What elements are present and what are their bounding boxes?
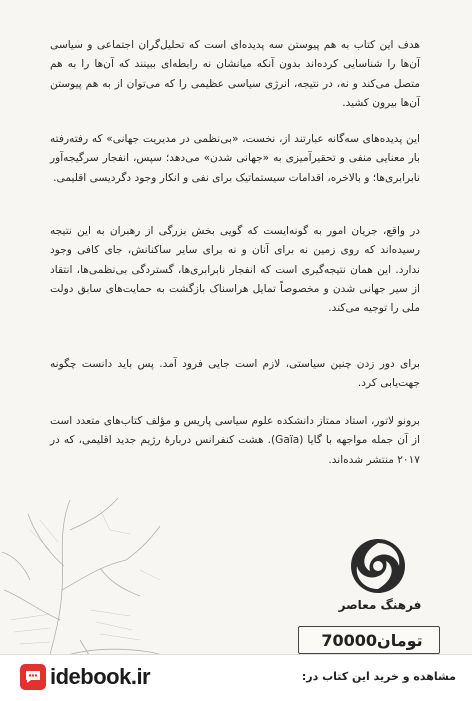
paragraph-landing	[50, 355, 420, 394]
paragraph-text: برونو لاتور، استاد ممتاز دانشکده علوم سیاسی پاریس و مؤلف کتاب‌های متعدد است از آن جمله مواجهه با گایا (Gaïa). هشت کنفرانس دربارهٔ رژیم جدید اقلیمی، که در ۲۰۱۷ منتشر شده‌اند.	[50, 415, 420, 466]
paragraph-author-bio	[50, 412, 420, 470]
chat-bubble-icon	[20, 664, 46, 690]
price-tag	[298, 626, 440, 654]
paragraph-three-phenomena	[50, 130, 420, 188]
site-name: idebook.ir	[50, 664, 151, 689]
publisher-name: فرهنگ معاصر	[338, 598, 422, 612]
paragraph-leaders-conclusion	[50, 222, 420, 318]
site-caption: مشاهده و خرید این کتاب در:	[301, 670, 456, 683]
price-value: 70000	[321, 630, 378, 650]
paragraph-text: در واقع، جریان امور به گونه‌ایست که گویی بخش بزرگی از رهبران به این نتیجه رسیده‌اند که روی زمین نه برای آنان و نه برای سایر ساکنانش، جای کافی وجود ندارد. این همان نتیجه‌گیری است که انفجار نابرابری‌ها، گستردگی بی‌نظمی‌ها، انتقاد از سیر جهانی شدن و مخصوصاً تمایل هراسناک بازگشت به حمایت‌های سابق دولت ملی را توجیه می‌کند.	[50, 225, 420, 315]
paragraph-text: هدف این کتاب به هم پیوستن سه پدیده‌ای است که تحلیل‌گران اجتماعی و سیاسی آن‌ها را شناسایی کرده‌اند بدون آنکه میانشان نه رابطه‌ای ببینند که آن‌ها را به هم متصل می‌کند و نه، در نتیجه، انرژی سیاسی عظیمی را که می‌توان از به هم پیوستن آن‌ها بیرون کشید.	[50, 39, 420, 109]
site-logo-link[interactable]	[20, 660, 150, 694]
paragraph-text: این پدیده‌های سه‌گانه عبارتند از، نخست، «بی‌نظمی در مدیریت جهانی» که رفته‌رفته بار معنایی منفی و تحقیرآمیزی به «جهانی شدن» می‌دهد؛ سپس، انفجار سرگیجه‌آور نابرابری‌ها؛ و بالاخره، اقدامات سیستماتیک برای نفی و انکار وجود دگردیسی اقلیمی.	[50, 133, 420, 184]
paragraph-text: برای دور زدن چنین سیاستی، لازم است جایی فرود آمد. پس باید دانست چگونه جهت‌یابی کرد.	[50, 358, 420, 390]
publisher-swirl-icon	[347, 536, 409, 596]
price-currency: تومان	[377, 630, 423, 650]
paragraph-intro	[50, 36, 420, 113]
